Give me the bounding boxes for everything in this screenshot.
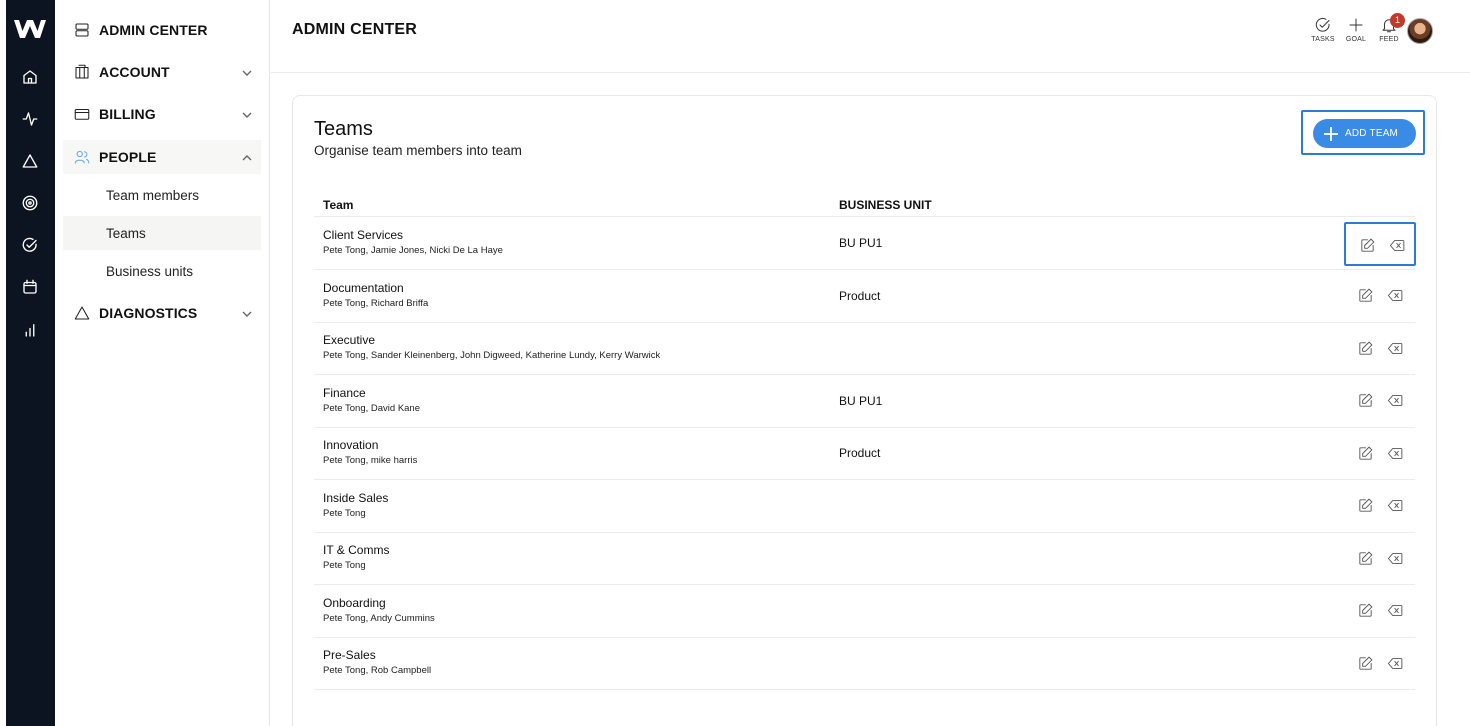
feed-label: FEED [1379, 36, 1399, 43]
table-row [314, 427, 1415, 480]
table-row [314, 532, 1415, 585]
business-unit-cell: BU PU1 [839, 393, 883, 408]
section-title: Teams [314, 118, 373, 140]
tasks-label: TASKS [1311, 36, 1335, 43]
delete-icon[interactable] [1385, 654, 1405, 672]
building-icon [71, 61, 93, 83]
column-header-team: Team [323, 198, 354, 212]
target-icon[interactable] [20, 193, 40, 213]
top-header [271, 0, 1470, 73]
edit-icon[interactable] [1357, 236, 1377, 254]
warning-icon[interactable] [20, 151, 40, 171]
edit-icon[interactable] [1355, 444, 1375, 462]
team-members: Pete Tong, Jamie Jones, Nicki De La Haye [323, 245, 503, 256]
row-actions [1344, 432, 1416, 476]
row-actions [1344, 275, 1416, 319]
team-members: Pete Tong, Sander Kleinenberg, John Digweed, Katherine Lundy, Kerry Warwick [323, 350, 661, 361]
delete-icon[interactable] [1385, 287, 1405, 305]
team-name: Documentation [323, 280, 404, 295]
edit-icon[interactable] [1355, 339, 1375, 357]
admin-sidebar [55, 0, 270, 726]
home-icon[interactable] [20, 67, 40, 87]
row-actions [1344, 642, 1416, 686]
plus-icon [1347, 16, 1365, 34]
edit-icon[interactable] [1355, 654, 1375, 672]
table-header [314, 191, 1415, 217]
delete-icon[interactable] [1385, 392, 1405, 410]
row-actions [1344, 327, 1416, 371]
row-actions [1344, 537, 1416, 581]
feed-button[interactable] [1375, 16, 1403, 43]
calendar-icon[interactable] [20, 277, 40, 297]
check-circle-icon [1314, 16, 1332, 34]
sidebar-subitem-business-units[interactable]: Business units [106, 263, 194, 279]
team-name: Onboarding [323, 595, 386, 610]
table-row [314, 270, 1415, 323]
business-unit-cell: Product [839, 446, 881, 460]
team-members: Pete Tong [323, 560, 366, 571]
sidebar-item-people[interactable] [63, 140, 261, 174]
delete-icon[interactable] [1385, 497, 1405, 515]
delete-icon[interactable] [1385, 339, 1405, 357]
sidebar-item-admin-center[interactable] [63, 13, 261, 47]
icon-rail [6, 0, 55, 726]
avatar[interactable] [1407, 18, 1433, 44]
business-unit-cell: BU PU1 [839, 236, 883, 250]
goal-button[interactable] [1342, 16, 1370, 43]
team-members: Pete Tong, David Kane [323, 402, 421, 414]
page-title: ADMIN CENTER [292, 21, 418, 38]
users-icon [71, 146, 93, 168]
section-subtitle: Organise team members into team [314, 143, 522, 158]
server-icon [71, 19, 93, 41]
edit-icon[interactable] [1355, 392, 1375, 410]
team-name: Pre-Sales [323, 648, 376, 662]
notification-badge: 1 [1390, 13, 1405, 28]
bar-chart-icon[interactable] [20, 320, 40, 340]
goal-label: GOAL [1345, 36, 1367, 43]
delete-icon[interactable] [1387, 236, 1407, 254]
team-members: Pete Tong [323, 507, 366, 519]
edit-icon[interactable] [1355, 549, 1375, 567]
row-actions [1344, 590, 1416, 634]
team-name: Client Services [323, 228, 404, 242]
table-row [314, 217, 1415, 270]
sidebar-item-label: DIAGNOSTICS [99, 305, 198, 321]
delete-icon[interactable] [1385, 444, 1405, 462]
team-members: Pete Tong, Rob Campbell [323, 665, 432, 676]
sidebar-item-label: BILLING [99, 106, 156, 122]
chevron-up-icon[interactable] [241, 151, 253, 163]
sidebar-subitem-team-members[interactable]: Team members [106, 187, 200, 203]
team-name: Inside Sales [323, 490, 389, 505]
column-header-business-unit: BUSINESS UNIT [839, 198, 932, 212]
add-team-button[interactable] [1313, 119, 1416, 148]
team-name: IT & Comms [323, 543, 390, 557]
tasks-button[interactable] [1309, 16, 1337, 43]
team-members: Pete Tong, mike harris [323, 455, 418, 466]
sidebar-item-label: ADMIN CENTER [99, 22, 208, 38]
sidebar-item-account[interactable] [63, 55, 261, 89]
sidebar-item-billing[interactable] [63, 97, 261, 131]
row-actions [1344, 485, 1416, 529]
business-unit-cell: Product [839, 288, 881, 303]
sidebar-item-label: ACCOUNT [99, 64, 170, 80]
team-name: Finance [323, 385, 366, 400]
table-row [314, 322, 1415, 375]
teams-card [292, 95, 1437, 726]
team-members: Pete Tong, Andy Cummins [323, 612, 435, 624]
warning-icon [71, 302, 93, 324]
team-name: Executive [323, 333, 376, 347]
add-team-highlight [1301, 110, 1425, 155]
delete-icon[interactable] [1385, 549, 1405, 567]
sidebar-item-label: PEOPLE [99, 149, 157, 165]
sidebar-item-diagnostics[interactable] [63, 296, 261, 330]
chevron-down-icon[interactable] [241, 66, 253, 78]
edit-icon[interactable] [1355, 497, 1375, 515]
check-circle-icon[interactable] [20, 235, 40, 255]
row-actions [1344, 222, 1416, 266]
team-members: Pete Tong, Richard Briffa [323, 297, 429, 309]
logo-icon[interactable] [13, 18, 48, 40]
credit-card-icon [71, 103, 93, 125]
row-actions [1344, 380, 1416, 424]
activity-icon[interactable] [20, 109, 40, 129]
table-row [314, 375, 1415, 428]
table-row [314, 585, 1415, 638]
edit-icon[interactable] [1355, 287, 1375, 305]
add-team-label: ADD TEAM [1345, 128, 1399, 139]
edit-icon[interactable] [1355, 602, 1375, 620]
team-name: Innovation [323, 438, 379, 452]
table-row [314, 480, 1415, 533]
chevron-down-icon[interactable] [241, 108, 253, 120]
chevron-down-icon[interactable] [241, 307, 253, 319]
table-row [314, 637, 1415, 690]
plus-icon [1323, 126, 1339, 142]
delete-icon[interactable] [1385, 602, 1405, 620]
sidebar-subitem-teams[interactable]: Teams [63, 216, 261, 250]
